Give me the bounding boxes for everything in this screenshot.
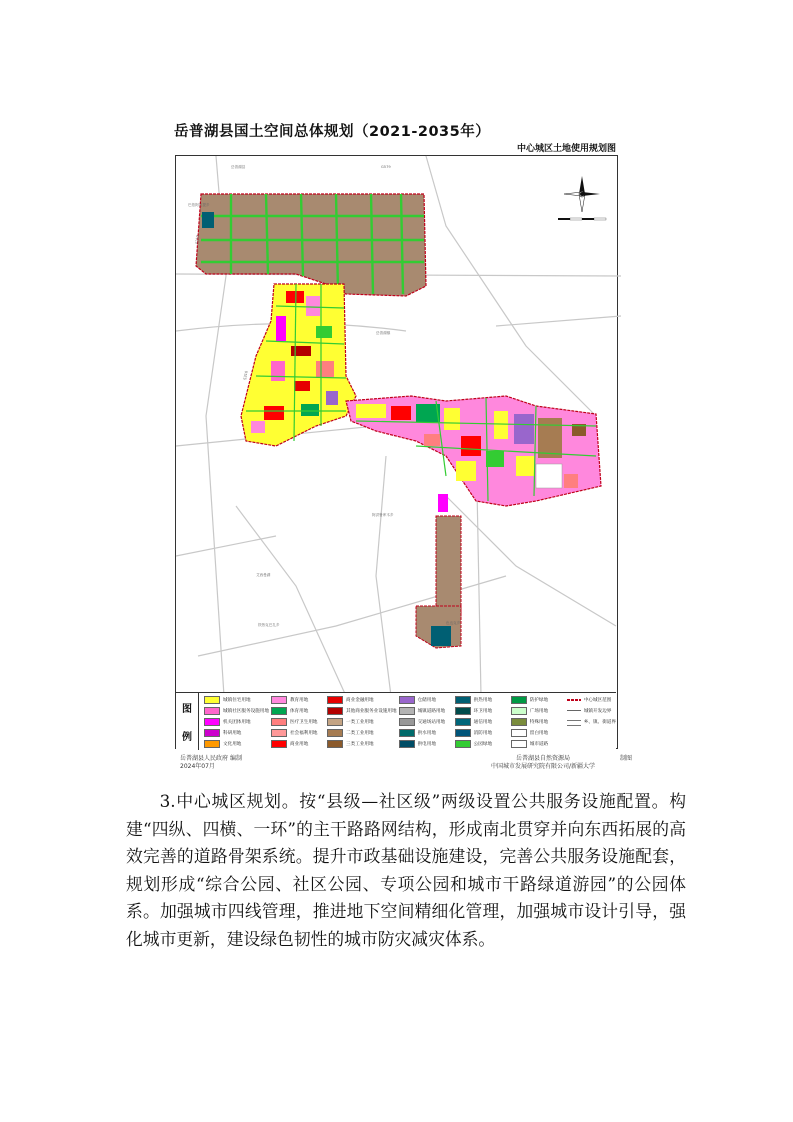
- legend-swatch: [271, 696, 287, 704]
- legend-swatch: [327, 740, 343, 748]
- legend-swatch: [511, 740, 527, 748]
- legend-label: 广场用地: [529, 709, 549, 715]
- legend-item: [511, 695, 565, 706]
- legend-label: 三类工业用地: [346, 741, 374, 747]
- legend-item: [271, 727, 325, 738]
- legend-item: [204, 706, 269, 717]
- legend-heading: [176, 693, 199, 750]
- legend-swatch: [455, 707, 471, 715]
- legend-swatch: [567, 697, 581, 703]
- legend-item: [455, 717, 509, 728]
- central-corridor: [241, 284, 356, 446]
- legend-label: 供热用地: [473, 698, 493, 704]
- legend-item: [455, 695, 509, 706]
- legend-label: 商业金融用地: [346, 698, 374, 704]
- legend-label: 通信用地: [473, 719, 493, 725]
- legend-swatch: [399, 718, 415, 726]
- legend-item: [204, 727, 269, 738]
- legend-label: 乡、镇、街道界: [583, 719, 616, 725]
- road-label: S215: [195, 234, 200, 245]
- legend-swatch: [204, 696, 220, 704]
- legend-swatch: [455, 718, 471, 726]
- legend-heading-char: 图: [182, 703, 192, 715]
- legend-swatch: [511, 707, 527, 715]
- legend-item: [204, 738, 269, 749]
- legend-label: 环卫用地: [473, 709, 493, 715]
- legend-label: 供电用地: [417, 741, 436, 747]
- legend-swatch: [399, 707, 415, 715]
- legend-item: [567, 706, 616, 717]
- legend-label: 医疗卫生用地: [289, 719, 318, 725]
- legend-item: [327, 695, 397, 706]
- legend-label: 教育用地: [289, 698, 309, 704]
- legend-item: [271, 695, 325, 706]
- legend-swatch: [271, 729, 287, 737]
- legend-label: 防护绿地: [529, 698, 549, 704]
- legend-label: 一类工业用地: [346, 719, 374, 725]
- legend-swatch: [204, 729, 220, 737]
- legend-swatch: [399, 740, 415, 748]
- footer-role: 编制: [230, 755, 243, 762]
- map-canvas: [176, 156, 619, 750]
- legend-label: 交通场站用地: [417, 719, 446, 725]
- legend-item: [271, 717, 325, 728]
- east-district: [346, 396, 601, 506]
- legend-label: 机关团体用地: [223, 719, 251, 725]
- legend-swatch: [567, 719, 581, 725]
- footer-org: 岳普湖县自然资源局: [515, 755, 570, 762]
- south-industrial-strip: [416, 494, 461, 648]
- legend-item: [327, 706, 397, 717]
- legend-swatch: [511, 729, 527, 737]
- legend-item: [567, 695, 616, 706]
- body-paragraph: 3.中心城区规划。按“县级—社区级”两级设置公共服务设施配置。构建“四纵、四横、一环”的主干路路网结构，形成南北贯穿并向东西拓展的高效完善的道路骨架系统。提升市政基础设施建设，完善公共服务设施配套，规划形成“综合公园、社区公园、专项公园和城市干路绿道游园”的公园体系。加强城市四线管理，推进地下空间精细化管理，加强城市设计引导，强化城市更新，建设绿色韧性的城市防灾减灾体系。: [126, 791, 686, 949]
- legend-label: 中心城区范围: [583, 698, 612, 704]
- legend-swatch: [455, 740, 471, 748]
- map-legend: [176, 692, 616, 750]
- legend-item: [455, 727, 509, 738]
- legend-swatch: [204, 707, 220, 715]
- legend-swatch: [204, 740, 220, 748]
- legend-item: [567, 717, 616, 728]
- legend-heading-char: 例: [182, 732, 192, 744]
- legend-item: [271, 738, 325, 749]
- legend-swatch: [271, 707, 287, 715]
- legend-item: [511, 717, 565, 728]
- road-label: 艾西曼湖: [256, 573, 271, 577]
- legend-swatch: [327, 696, 343, 704]
- legend-swatch: [271, 740, 287, 748]
- legend-swatch: [327, 729, 343, 737]
- road-label: G579: [381, 165, 391, 169]
- legend-swatch: [271, 718, 287, 726]
- legend-swatch: [511, 718, 527, 726]
- legend-item: [327, 717, 397, 728]
- legend-label: 仓储用地: [417, 698, 436, 704]
- legend-label: 城镇住宅用地: [223, 698, 251, 704]
- footer-date: 2024年07月: [180, 763, 215, 770]
- north-arrow-icon: [564, 176, 600, 212]
- legend-item: [511, 738, 565, 749]
- legend-swatch: [399, 696, 415, 704]
- north-industrial-zone: [196, 194, 426, 296]
- legend-label: 科研用地: [223, 730, 242, 736]
- legend-label: 特殊用地: [529, 719, 549, 725]
- legend-item: [399, 717, 453, 728]
- footer-org: 岳普湖县人民政府: [180, 755, 229, 762]
- legend-item: [511, 727, 565, 738]
- land-use-map: [175, 155, 618, 749]
- road-label: 岳普湖县: [231, 165, 246, 169]
- legend-swatch: [327, 707, 343, 715]
- footer-left: [180, 755, 243, 771]
- legend-swatch: [204, 718, 220, 726]
- map-subtitle: 中心城区土地使用规划图: [516, 144, 616, 154]
- legend-item: [327, 738, 397, 749]
- legend-label: 留白用地: [529, 730, 549, 736]
- road-label: 阿洪鲁库木乡: [372, 513, 394, 517]
- legend-swatch: [567, 708, 581, 714]
- legend-label: 体育用地: [289, 709, 309, 715]
- legend-label: 商业用地: [289, 741, 309, 747]
- legend-item: [399, 727, 453, 738]
- legend-label: 城镇开发边界: [583, 709, 612, 715]
- map-title: 岳普湖县国土空间总体规划（2021-2035年）: [174, 124, 491, 140]
- road-label: 铁热克巴扎乡: [258, 623, 280, 627]
- legend-item: [327, 727, 397, 738]
- legend-label: 文化用地: [223, 741, 242, 747]
- road-label: 色也克乡: [446, 621, 461, 625]
- legend-grid: [204, 695, 616, 749]
- legend-swatch: [511, 696, 527, 704]
- road-label: 岳普湖镇: [376, 331, 391, 335]
- legend-label: 社会福利用地: [289, 730, 318, 736]
- legend-label: 消防用地: [473, 730, 493, 736]
- road-label: 巴依阿瓦提乡: [188, 203, 210, 207]
- legend-item: [399, 695, 453, 706]
- legend-label: 供水用地: [417, 730, 436, 736]
- legend-label: 公园绿地: [473, 741, 493, 747]
- legend-swatch: [455, 729, 471, 737]
- legend-item: [455, 706, 509, 717]
- legend-item: [204, 695, 269, 706]
- legend-item: [455, 738, 509, 749]
- scale-bar: [558, 218, 606, 220]
- legend-item: [271, 706, 325, 717]
- legend-label: 城镇社区服务设施用地: [223, 709, 269, 715]
- legend-swatch: [327, 718, 343, 726]
- legend-label: 城市道路: [529, 741, 549, 747]
- legend-item: [204, 717, 269, 728]
- footer-role: 制图: [620, 755, 633, 762]
- legend-item: [511, 706, 565, 717]
- legend-label: 二类工业用地: [346, 730, 374, 736]
- legend-item: [399, 738, 453, 749]
- legend-swatch: [399, 729, 415, 737]
- footer-org-secondary: 中国城市发展研究院有限公司/新疆大学: [490, 763, 596, 770]
- legend-label: 城镇道路用地: [417, 709, 446, 715]
- road-label: S310: [243, 370, 249, 381]
- legend-swatch: [455, 696, 471, 704]
- legend-item: [399, 706, 453, 717]
- footer-right: [470, 755, 633, 771]
- legend-label: 其他商业服务业设施用地: [346, 709, 397, 715]
